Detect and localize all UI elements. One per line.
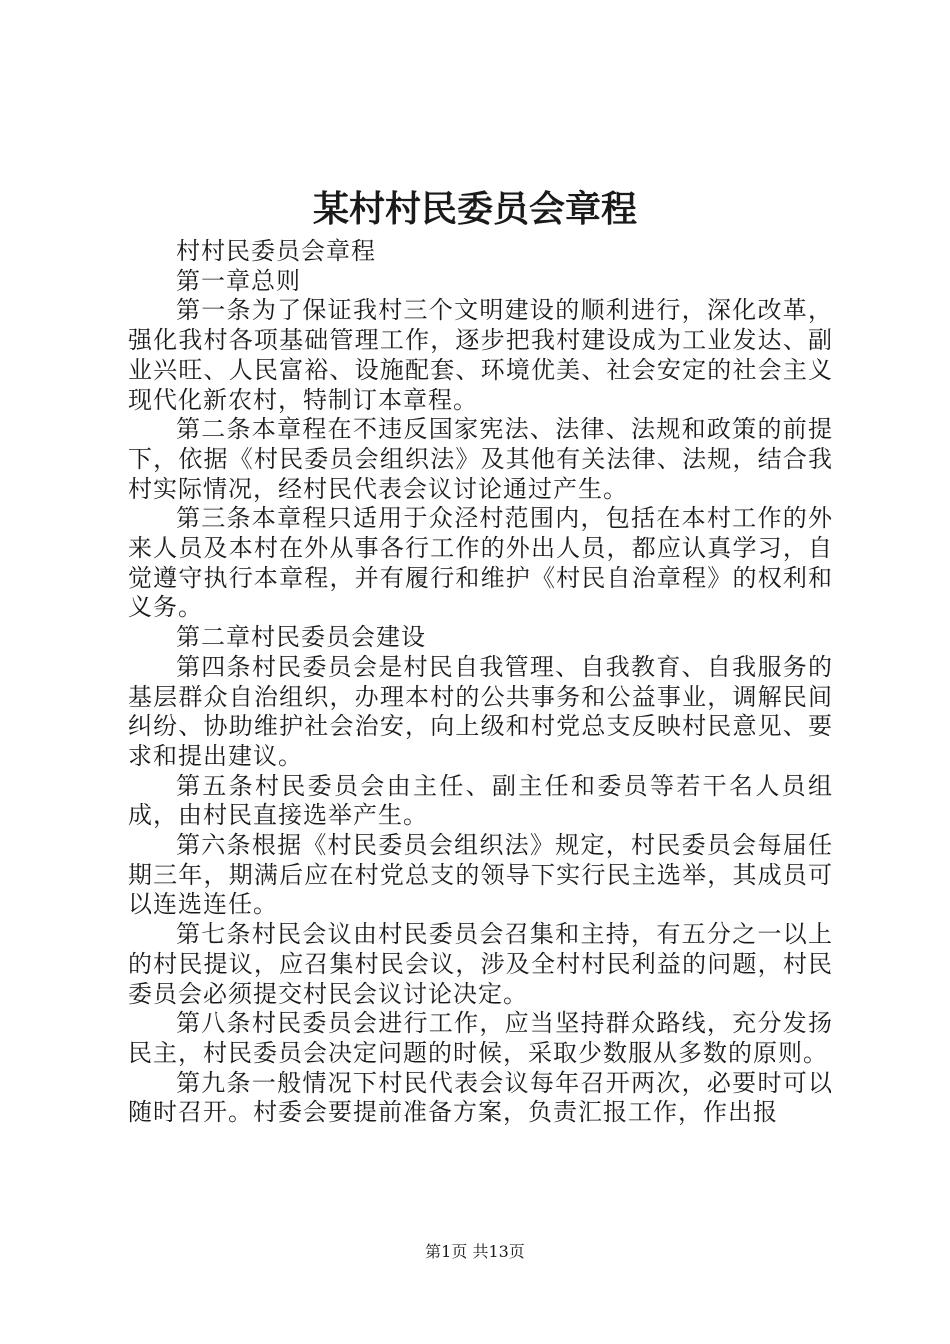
article-paragraph: 第五条村民委员会由主任、副主任和委员等若干名人员组成，由村民直接选举产生。: [128, 771, 833, 830]
article-paragraph: 第九条一般情况下村民代表会议每年召开两次，必要时可以随时召开。村委会要提前准备方案，负责汇报工作，作出报: [128, 1068, 833, 1127]
article-paragraph: 第三条本章程只适用于众泾村范围内，包括在本村工作的外来人员及本村在外从事各行工作的外出人员，都应认真学习，自觉遵守执行本章程，并有履行和维护《村民自治章程》的权利和义务。: [128, 504, 833, 622]
article-paragraph: 第八条村民委员会进行工作，应当坚持群众路线，充分发扬民主，村民委员会决定问题的时候，采取少数服从多数的原则。: [128, 1009, 833, 1067]
article-paragraph: 第一条为了保证我村三个文明建设的顺利进行，深化改革，强化我村各项基础管理工作，逐步把我村建设成为工业发达、副业兴旺、人民富裕、设施配套、环境优美、社会安定的社会主义现代化新农村，特制订本章程。: [128, 296, 833, 414]
article-paragraph: 第六条根据《村民委员会组织法》规定，村民委员会每届任期三年，期满后应在村党总支的领导下实行民主选举，其成员可以连选连任。: [128, 831, 833, 919]
chapter-heading: 第二章村民委员会建设: [176, 623, 426, 652]
document-body: [128, 237, 833, 1128]
chapter-heading: 第一章总则: [176, 266, 301, 295]
document-title: 某村村民委员会章程: [312, 188, 637, 230]
page-number-footer: 第1页 共13页: [425, 1242, 525, 1261]
article-paragraph: 第四条村民委员会是村民自我管理、自我教育、自我服务的基层群众自治组织，办理本村的公共事务和公益事业，调解民间纠纷、协助维护社会治安，向上级和村党总支反映村民意见、要求和提出建议。: [128, 652, 833, 770]
article-paragraph: 第七条村民会议由村民委员会召集和主持，有五分之一以上的村民提议，应召集村民会议，涉及全村村民利益的问题，村民委员会必须提交村民会议讨论决定。: [128, 920, 833, 1008]
document-subtitle: 村村民委员会章程: [176, 237, 376, 265]
article-paragraph: 第二条本章程在不违反国家宪法、法律、法规和政策的前提下，依据《村民委员会组织法》及其他有关法律、法规，结合我村实际情况，经村民代表会议讨论通过产生。: [128, 415, 833, 503]
